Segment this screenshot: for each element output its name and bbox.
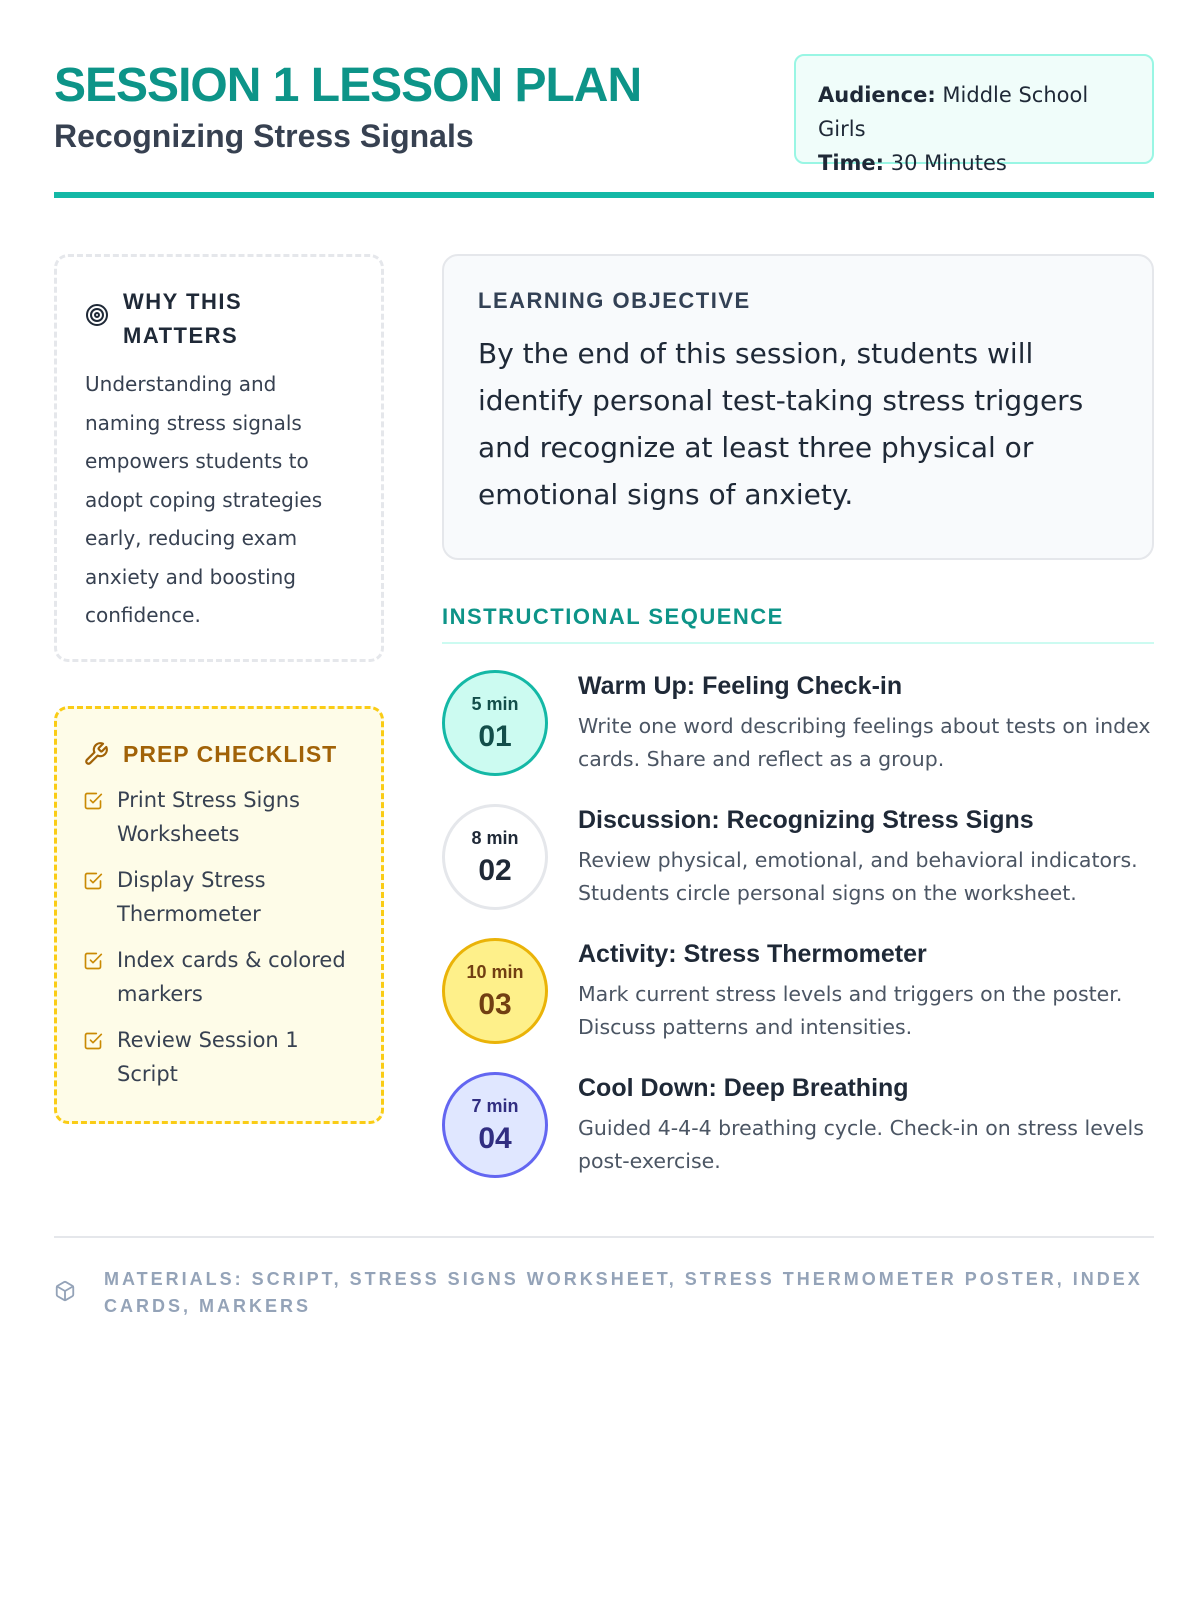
objective-heading: LEARNING OBJECTIVE xyxy=(478,288,751,313)
materials-footer: MATERIALS: SCRIPT, STRESS SIGNS WORKSHEET, STRESS THERMOMETER POSTER, INDEX CARDS, MARKERS xyxy=(104,1269,1143,1316)
step-number: 04 xyxy=(478,1122,512,1155)
step-number: 02 xyxy=(478,854,512,887)
sequence-step xyxy=(442,804,1154,914)
audience-label: Audience: xyxy=(818,83,936,107)
step-time-badge xyxy=(442,670,548,776)
page-title: SESSION 1 LESSON PLAN xyxy=(54,59,642,112)
audience-row xyxy=(818,78,1130,146)
sequence-step xyxy=(442,1072,1154,1182)
sequence-step xyxy=(442,938,1154,1048)
why-heading xyxy=(85,285,353,353)
time-label: Time: xyxy=(818,151,885,175)
step-number: 03 xyxy=(478,988,512,1021)
step-minutes: 7 min xyxy=(471,1096,519,1116)
wrench-icon xyxy=(83,741,109,767)
step-time-badge xyxy=(442,1072,548,1178)
step-minutes: 5 min xyxy=(471,694,519,714)
prep-checklist-card xyxy=(54,706,384,1124)
step-time-badge xyxy=(442,938,548,1044)
step-minutes: 8 min xyxy=(471,828,519,848)
step-description: Write one word describing feelings about tests on index cards. Share and reflect as a group. xyxy=(578,714,1151,771)
prep-item-label: Display Stress Thermometer xyxy=(117,868,266,926)
step-description: Guided 4-4-4 breathing cycle. Check-in on stress levels post-exercise. xyxy=(578,1116,1144,1173)
prep-item-label: Review Session 1 Script xyxy=(117,1028,299,1086)
step-title: Activity: Stress Thermometer xyxy=(578,940,927,968)
sequence-heading: INSTRUCTIONAL SEQUENCE xyxy=(442,604,1154,644)
prep-heading-text: PREP CHECKLIST xyxy=(123,741,338,767)
prep-item xyxy=(83,863,355,931)
step-number: 01 xyxy=(478,720,512,753)
checkbox-icon xyxy=(83,1031,103,1051)
prep-item xyxy=(83,783,355,851)
checkbox-icon xyxy=(83,951,103,971)
objective-text: By the end of this session, students will identify personal test-taking stress triggers and recognize at least three physical or emotional signs of anxiety. xyxy=(478,337,1084,511)
prep-item xyxy=(83,1023,355,1091)
header-divider xyxy=(54,192,1154,198)
learning-objective-card xyxy=(442,254,1154,560)
step-title: Cool Down: Deep Breathing xyxy=(578,1074,909,1102)
step-minutes: 10 min xyxy=(466,962,524,982)
prep-item xyxy=(83,943,355,1011)
prep-item-label: Index cards & colored markers xyxy=(117,948,346,1006)
step-description: Mark current stress levels and triggers on the poster. Discuss patterns and intensities. xyxy=(578,982,1123,1039)
target-icon xyxy=(85,303,109,327)
step-title: Warm Up: Feeling Check-in xyxy=(578,672,903,700)
why-heading-text: WHY THIS MATTERS xyxy=(123,289,243,348)
session-meta-box xyxy=(794,54,1154,175)
time-value: 30 Minutes xyxy=(890,151,1007,175)
sequence-step xyxy=(442,670,1154,780)
why-text: Understanding and naming stress signals empowers students to adopt coping strategies early, reducing exam anxiety and boosting confidence. xyxy=(85,372,323,627)
checkbox-icon xyxy=(83,871,103,891)
prep-list xyxy=(83,783,355,1091)
step-time-badge xyxy=(442,804,548,910)
prep-heading xyxy=(83,737,355,771)
step-description: Review physical, emotional, and behavioral indicators. Students circle personal signs on the worksheet. xyxy=(578,848,1138,905)
audience-value: Middle School Girls xyxy=(818,83,1089,141)
checkbox-icon xyxy=(83,791,103,811)
prep-item-label: Print Stress Signs Worksheets xyxy=(117,788,300,846)
time-row xyxy=(818,146,1130,180)
page-subtitle: Recognizing Stress Signals xyxy=(54,118,474,154)
page-header xyxy=(54,54,1154,199)
step-title: Discussion: Recognizing Stress Signs xyxy=(578,806,1034,834)
box-icon xyxy=(54,1280,76,1302)
why-this-matters-card xyxy=(54,254,384,662)
footer-divider xyxy=(54,1236,1154,1238)
